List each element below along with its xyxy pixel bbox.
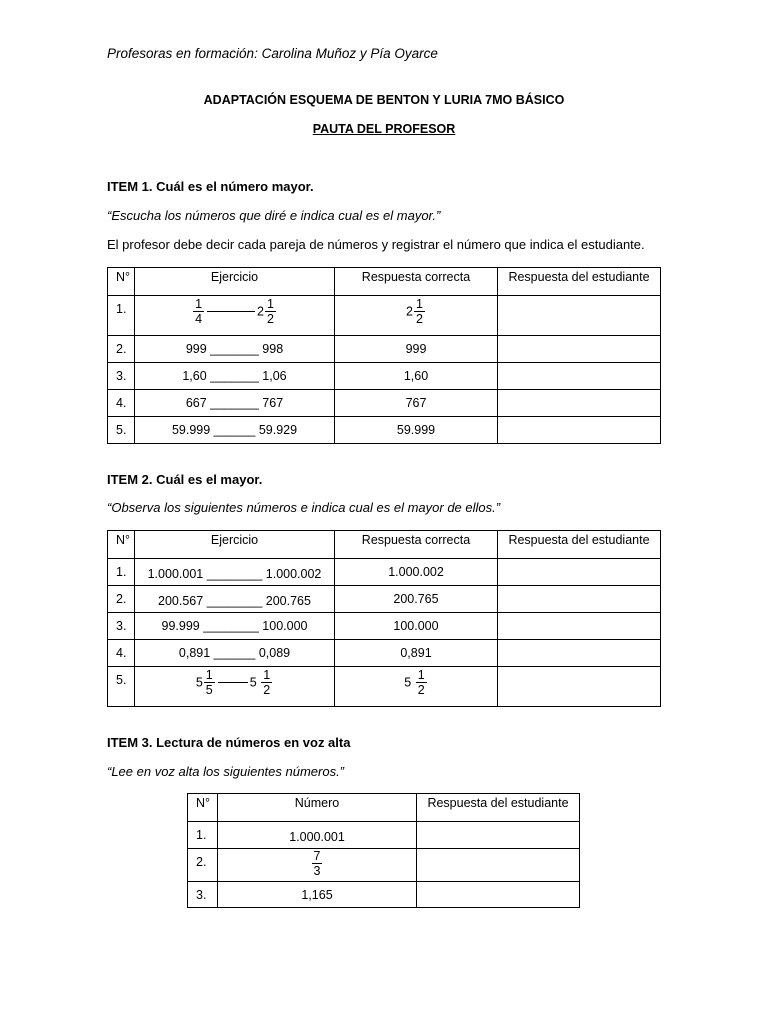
- correct-answer-cell: [335, 296, 498, 336]
- denominator: 2: [417, 683, 425, 697]
- item3-heading: ITEM 3. Lectura de números en voz alta: [107, 735, 351, 750]
- exercise-cell: [135, 296, 335, 336]
- correct-answer-cell: 100.000: [335, 613, 498, 640]
- denominator: 2: [266, 312, 274, 326]
- row-number: 3.: [108, 613, 135, 640]
- correct-answer-cell: 200.765: [335, 586, 498, 613]
- exercise-cell: 99.999 ________ 100.000: [135, 613, 335, 640]
- row-number: 2.: [188, 849, 218, 882]
- student-answer-cell[interactable]: [498, 667, 661, 707]
- table-row: [108, 640, 661, 667]
- student-answer-cell[interactable]: [498, 296, 661, 336]
- numerator: 1: [205, 668, 213, 682]
- table-row: [108, 586, 661, 613]
- fraction: [312, 849, 323, 878]
- row-number: 5.: [108, 667, 135, 707]
- table-row: [108, 363, 661, 390]
- exercise-cell: 0,891 ______ 0,089: [135, 640, 335, 667]
- student-answer-cell[interactable]: [498, 586, 661, 613]
- exercise-cell: 999 _______ 998: [135, 336, 335, 363]
- item2-instruction: “Observa los siguientes números e indica cual es el mayor de ellos.”: [107, 500, 501, 515]
- header-cell: N°: [108, 531, 135, 559]
- number-cell: 1.000.001: [218, 822, 417, 849]
- header-cell: Respuesta del estudiante: [498, 268, 661, 296]
- exercise-cell: [135, 667, 335, 707]
- exercise-cell: 1,60 _______ 1,06: [135, 363, 335, 390]
- table-row: [188, 849, 580, 882]
- row-number: 5.: [108, 417, 135, 444]
- student-answer-cell[interactable]: [498, 363, 661, 390]
- student-answer-cell[interactable]: [498, 613, 661, 640]
- item3-table: [187, 793, 580, 908]
- table-row: [188, 822, 580, 849]
- item2-heading: ITEM 2. Cuál es el mayor.: [107, 472, 263, 487]
- item2-table: [107, 530, 661, 707]
- header-cell: Respuesta correcta: [335, 531, 498, 559]
- header-cell: Respuesta del estudiante: [417, 794, 580, 822]
- student-answer-cell[interactable]: [417, 849, 580, 882]
- whole-number: 2: [257, 304, 264, 319]
- table-header-row: [108, 268, 661, 296]
- denominator: 2: [416, 312, 423, 326]
- whole-number: 5: [249, 675, 257, 690]
- numerator: 7: [313, 849, 321, 863]
- table-row: [108, 417, 661, 444]
- table-header-row: [188, 794, 580, 822]
- correct-answer-cell: 1.000.002: [335, 559, 498, 586]
- correct-answer-cell: 0,891: [335, 640, 498, 667]
- row-number: 1.: [108, 296, 135, 336]
- fraction: [204, 668, 215, 697]
- numerator: 1: [266, 297, 274, 311]
- student-answer-cell[interactable]: [498, 390, 661, 417]
- numerator: 1: [416, 297, 423, 311]
- exercise-cell: 59.999 ______ 59.929: [135, 417, 335, 444]
- table-row: [108, 336, 661, 363]
- header-cell: Respuesta correcta: [335, 268, 498, 296]
- fraction: [193, 297, 204, 326]
- row-number: 2.: [108, 586, 135, 613]
- item3-instruction: “Lee en voz alta los siguientes números.”: [107, 764, 345, 779]
- exercise-cell: 1.000.001 ________ 1.000.002: [135, 559, 335, 586]
- item1-instruction: “Escucha los números que diré e indica cual es el mayor.”: [107, 208, 441, 223]
- exercise-cell: 667 _______ 767: [135, 390, 335, 417]
- header-cell: Ejercicio: [135, 531, 335, 559]
- numerator: 1: [263, 668, 271, 682]
- denominator: 4: [195, 312, 203, 326]
- student-answer-cell[interactable]: [498, 336, 661, 363]
- fraction: [265, 297, 276, 326]
- answer-blank: [207, 311, 255, 312]
- header-cell: Ejercicio: [135, 268, 335, 296]
- header-cell: N°: [188, 794, 218, 822]
- correct-answer-cell: 999: [335, 336, 498, 363]
- denominator: 2: [263, 683, 271, 697]
- student-answer-cell[interactable]: [498, 559, 661, 586]
- correct-answer-cell: 59.999: [335, 417, 498, 444]
- document-subtitle: PAUTA DEL PROFESOR: [312, 122, 456, 136]
- whole-number: 5: [195, 675, 203, 690]
- whole-number: 5: [404, 675, 412, 690]
- student-answer-cell[interactable]: [498, 640, 661, 667]
- table-row: [188, 882, 580, 908]
- header-cell: N°: [108, 268, 135, 296]
- fraction: [414, 297, 425, 326]
- document-title: ADAPTACIÓN ESQUEMA DE BENTON Y LURIA 7MO BÁSICO: [203, 93, 565, 107]
- table-header-row: [108, 531, 661, 559]
- item1-table: [107, 267, 661, 444]
- row-number: 2.: [108, 336, 135, 363]
- row-number: 4.: [108, 640, 135, 667]
- denominator: 3: [313, 864, 321, 878]
- correct-answer-cell: 1,60: [335, 363, 498, 390]
- header-cell: Número: [218, 794, 417, 822]
- row-number: 3.: [188, 882, 218, 908]
- row-number: 1.: [108, 559, 135, 586]
- table-row: [108, 613, 661, 640]
- header-note: Profesoras en formación: Carolina Muñoz y Pía Oyarce: [107, 46, 438, 61]
- correct-answer-cell: 767: [335, 390, 498, 417]
- table-row: [108, 559, 661, 586]
- row-number: 1.: [188, 822, 218, 849]
- table-row: [108, 296, 661, 336]
- numerator: 1: [417, 668, 425, 682]
- denominator: 5: [205, 683, 213, 697]
- numerator: 1: [195, 297, 203, 311]
- table-row: [108, 390, 661, 417]
- fraction: [261, 668, 272, 697]
- number-cell: [218, 849, 417, 882]
- student-answer-cell[interactable]: [417, 822, 580, 849]
- table-row: [108, 667, 661, 707]
- item1-note: El profesor debe decir cada pareja de números y registrar el número que indica el estudiante.: [107, 237, 645, 252]
- student-answer-cell[interactable]: [417, 882, 580, 908]
- fraction: [416, 668, 427, 697]
- whole-number: 2: [406, 304, 413, 319]
- number-cell: 1,165: [218, 882, 417, 908]
- row-number: 4.: [108, 390, 135, 417]
- correct-answer-cell: [335, 667, 498, 707]
- student-answer-cell[interactable]: [498, 417, 661, 444]
- row-number: 3.: [108, 363, 135, 390]
- exercise-cell: 200.567 ________ 200.765: [135, 586, 335, 613]
- answer-blank: [218, 682, 248, 683]
- item1-heading: ITEM 1. Cuál es el número mayor.: [107, 179, 314, 194]
- header-cell: Respuesta del estudiante: [498, 531, 661, 559]
